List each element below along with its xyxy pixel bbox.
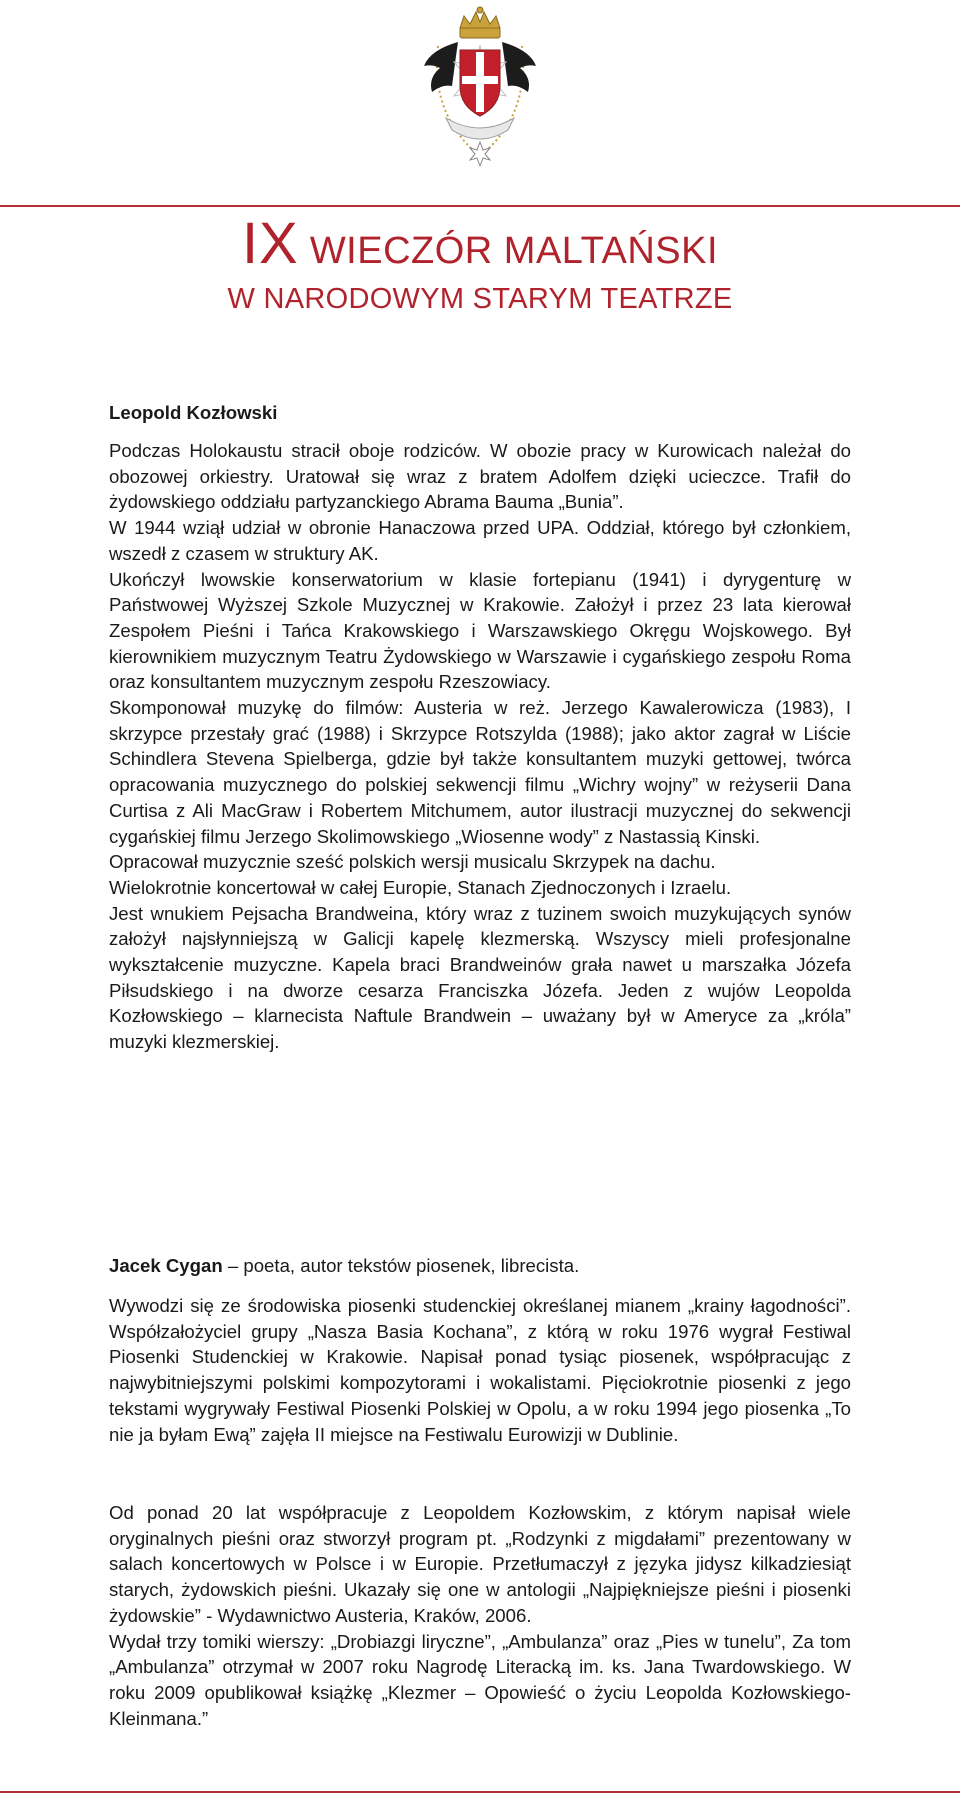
bio-paragraph: W 1944 wziął udział w obronie Hanaczowa przed UPA. Oddział, którego był członkiem, wszedł z czasem w struktury AK. (109, 517, 851, 564)
page-subtitle: W NARODOWYM STARYM TEATRZE (227, 283, 733, 315)
bio-name: Jacek Cygan (109, 1255, 223, 1276)
bio-paragraph: Jest wnukiem Pejsacha Brandweina, który wraz z tuzinem swoich muzykujących synów założył najsłynniejszą w Galicji kapelę klezmerską. Wszyscy mieli profesjonalne wykształcenie muzyczne. Kapela braci Brandweinów grała nawet u marszałka Józefa Piłsudskiego i na dworze cesarza Franciszka Józefa. Jeden z wujów Leopolda Kozłowskiego – klarnecista Naftule Brandwein – uważany był w Ameryce za „króla” muzyki klezmerskiej. (109, 902, 851, 1053)
bio-paragraph: Wydał trzy tomiki wierszy: „Drobiazgi liryczne”, „Ambulanza” oraz „Pies w tunelu”, Za tom „Ambulanza” otrzymał w 2007 roku Nagrodę Literacką im. ks. Jana Twardowskiego. W roku 2009 opublikował książkę „Klezmer – Opowieść o życiu Leopolda Kozłowskiego-Kleinmana.” (109, 1630, 851, 1729)
top-divider (0, 205, 960, 207)
bio-paragraph: Opracował muzycznie sześć polskich wersji musicalu Skrzypek na dachu. (109, 851, 716, 873)
bio-role: – poeta, autor tekstów piosenek, librecista. (222, 1255, 580, 1276)
bio-paragraph: Od ponad 20 lat współpracuje z Leopoldem Kozłowskim, z którym napisał wiele oryginalnych pieśni oraz stworzył program pt. „Rodzynki z migdałami” prezentowany w salach koncertowych w Polsce i w Europie. Przetłumaczył z języka jidysz kilkadziesiąt starych, żydowskich pieśni. Ukazały się one w antologii „Najpiękniejsze pieśni i piosenki żydowskie” - Wydawnictwo Austeria, Kraków, 2006. (109, 1502, 851, 1626)
bio-body-kozlowski (109, 438, 851, 1055)
bio-paragraph: Wielokrotnie koncertował w całej Europie, Stanach Zjednoczonych i Izraelu. (109, 876, 732, 898)
title-numeral: IX (241, 211, 299, 276)
bio-heading-cygan (109, 1253, 851, 1279)
bottom-divider (0, 1791, 960, 1793)
maltese-order-crest-icon (410, 6, 550, 166)
bio-paragraph: Podczas Holokaustu stracił oboje rodziców. W obozie pracy w Kurowicach należał do obozowej orkiestry. Uratował się wraz z bratem Adolfem dzięki ucieczce. Trafił do żydowskiego oddziału partyzanckiego Abrama Bauma „Bunia”. (109, 440, 851, 513)
bio-body-cygan-2 (109, 1500, 851, 1731)
bio-paragraph: Wywodzi się ze środowiska piosenki studenckiej określanej mianem „krainy łagodności”. Współzałożyciel grupy „Nasza Basia Kochana”, z którą w roku 1976 wygrał Festiwal Piosenki Studenckiej w Krakowie. Napisał ponad tysiąc piosenek, współpracując z najwybitniejszymi polskimi kompozytorami i wokalistami. Pięciokrotnie piosenki z jego tekstami wygrywały Festiwal Piosenki Polskiej w Opolu, a w roku 1994 jego piosenka „To nie ja byłam Ewą” zajęła II miejsce na Festiwalu Eurowizji w Dublinie. (109, 1295, 851, 1445)
bio-paragraph: Ukończył lwowskie konserwatorium w klasie fortepianu (1941) i dyrygenturę w Państwowej Wyższej Szkole Muzycznej w Krakowie. Założył i przez 23 lata kierował Zespołem Pieśni i Tańca Krakowskiego i Warszawskiego Okręgu Wojskowego. Był kierownikiem muzycznym Teatru Żydowskiego w Warszawie i cygańskiego zespołu Roma oraz konsultantem muzycznym zespołu Rzeszowiacy. (109, 568, 851, 693)
page-title (0, 211, 960, 281)
bio-heading-kozlowski (109, 400, 851, 426)
bio-paragraph: Skomponował muzykę do filmów: Austeria w reż. Jerzego Kawalerowicza (1983), I skrzypce przestały grać (1988) i Skrzypce Rotszylda (1988); jako aktor zagrał w Liście Schindlera Stevena Spielberga, gdzie był także konsultantem muzyki gettowej, twórca opracowania muzycznego do polskiej sekwencji filmu „Wichry wojny” w reżyserii Dana Curtisa z Ali MacGraw i Robertem Mitchumem, autor ilustracji muzycznej do sekwencji cygańskiej filmu Jerzego Skolimowskiego „Wiosenne wody” z Nastassią Kinski. (109, 697, 851, 847)
title-text: WIECZÓR MALTAŃSKI (309, 230, 719, 272)
bio-name: Leopold Kozłowski (109, 402, 278, 423)
bio-body-cygan-1 (109, 1293, 851, 1447)
